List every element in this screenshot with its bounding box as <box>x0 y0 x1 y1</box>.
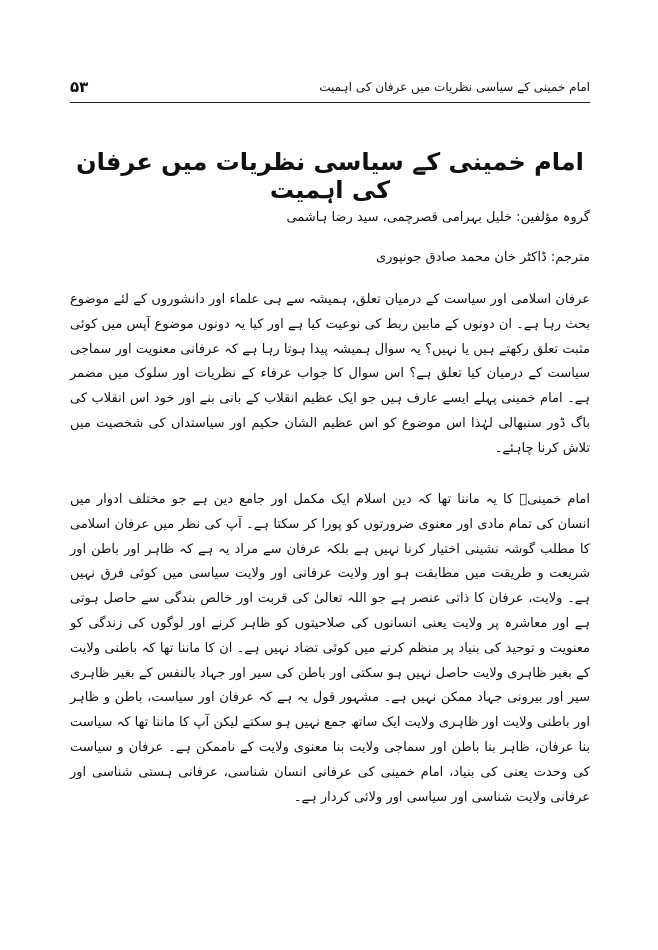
article-title: امام خمینی کے سیاسی نظریات میں عرفان کی اہمیت <box>76 148 584 204</box>
header-rule <box>70 102 590 103</box>
page-number: ۵۳ <box>70 78 89 96</box>
authors-line: گروہ مؤلفین: خلیل بہرامی قصرچمی، سید رضا ہاشمی <box>286 210 590 225</box>
translator-line: مترجم: ڈاکٹر خان محمد صادق جونپوری <box>375 250 590 265</box>
page-header <box>70 72 590 102</box>
body-paragraph: امام خمینیؒ کا یہ ماننا تھا کہ دین اسلام ایک مکمل اور جامع دین ہے جو مختلف ادوار میں انسان کی تمام مادی اور معنوی ضرورتوں کو پورا کر سکتا ہے۔ آپ کی نظر میں عرفان اسلامی کا مطلب گوشہ نشینی اختیار کرنا نہیں ہے بلکہ عرفان سے مراد یہ ہے کہ ظاہر اور باطن اور شریعت و طریقت میں مطابقت ہو اور ولایت عرفانی اور ولایت سیاسی میں کوئی فرق نہیں ہے۔ ولایت، عرفان کا ذاتی عنصر ہے جو اللہ تعالیٰ کی قربت اور خالص بندگی سے حاصل ہوتی ہے اور معاشرہ پر ولایت یعنی انسانوں کی صلاحیتوں کو ظاہر کرنے اور لوگوں کی زندگی کو معنویت و توحید کی بنیاد پر منظم کرنے میں کوئی تضاد نہیں ہے۔ ان کا ماننا تھا کہ باطنی ولایت کے بغیر ظاہری ولایت حاصل نہیں ہو سکتی اور باطن کی سیر اور جہاد بالنفس کے بغیر ظاہری سیر اور بیرونی جہاد ممکن نہیں ہے۔ مشہور قول یہ ہے کہ عرفان اور سیاست، باطن و ظاہر اور باطنی ولایت اور ظاہری ولایت ایک ساتھ جمع نہیں ہو سکتے لیکن آپ کا ماننا تھا کہ سیاست بنا عرفان، ظاہر بنا باطن اور سماجی ولایت بنا معنوی ولایت کے ناممکن ہے۔ عرفان و سیاست کی وحدت یعنی کی بنیاد، امام خمینی کی عرفانی انسان شناسی، عرفانی ہستی شناسی اور عرفانی ولایت شناسی اور سیاسی اور ولائی کردار ہے۔ <box>70 492 590 805</box>
running-title: امام خمینی کے سیاسی نظریات میں عرفان کی اہمیت <box>319 80 590 94</box>
body-paragraph: عرفان اسلامی اور سیاست کے درمیان تعلق، ہمیشہ سے ہی علماء اور دانشوروں کے لئے موضوع بحث رہا ہے۔ ان دونوں کے مابین ربط کی نوعیت کیا ہے اور کیا یہ دونوں موضوع آپس میں کوئی مثبت تعلق رکھتے ہیں یا نہیں؟ یہ سوال ہمیشہ پیدا ہوتا رہا ہے کہ عرفانی معنویت اور سماجی سیاست کے درمیان کیا تعلق ہے؟ اس سوال کا جواب عرفاء کے نظریات اور سلوک میں مضمر ہے۔ امام خمینی پہلے ایسے عارف ہیں جو ایک عظیم انقلاب کے بانی بنے اور خود اس انقلاب کی باگ ڈور سنبھالی لہٰذا اس موضوع کو اس عظیم الشان حکیم اور سیاستداں کی شخصیت میں تلاش کرنا چاہئے۔ <box>70 292 590 456</box>
